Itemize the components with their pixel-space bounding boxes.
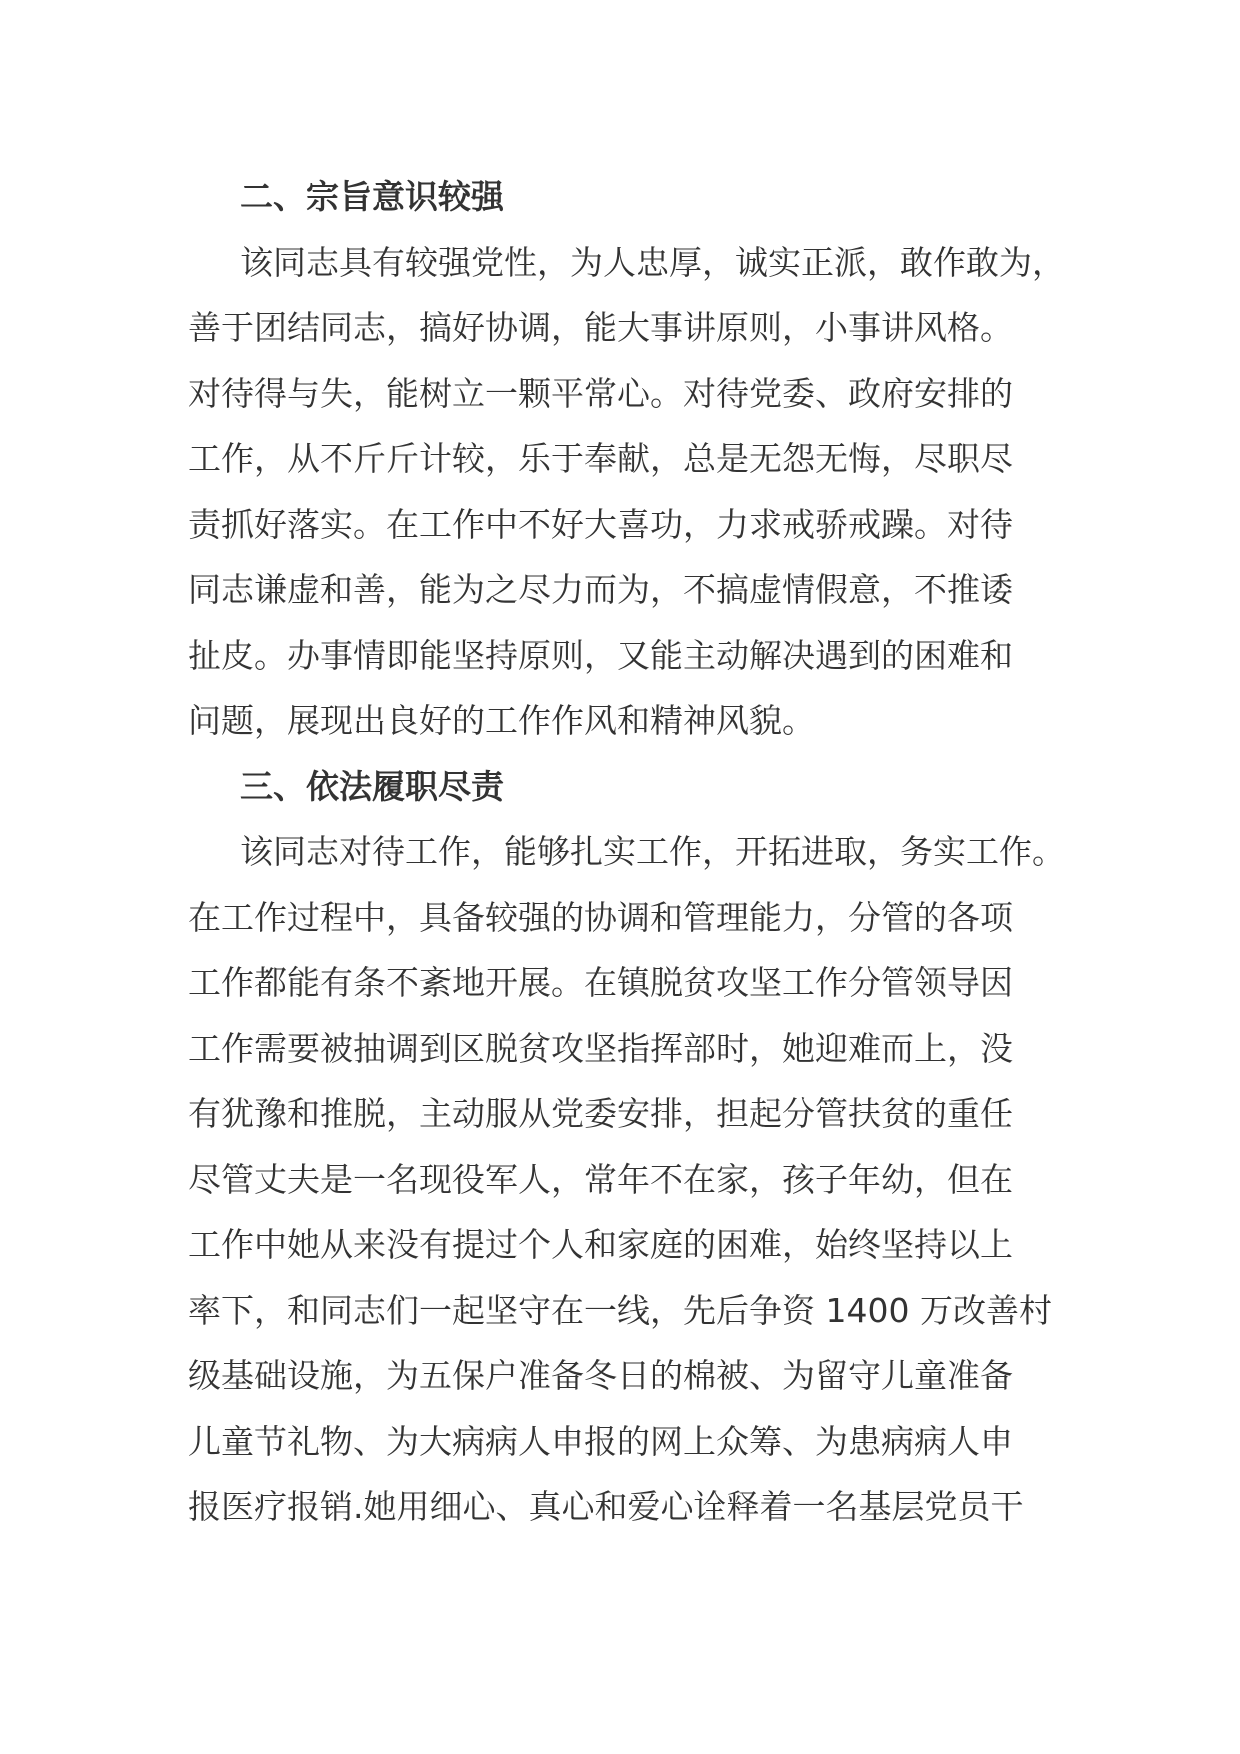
paragraph-line: 儿童节礼物、为大病病人申报的网上众筹、为患病病人申: [188, 1421, 1013, 1461]
paragraph-line: 责抓好落实。在工作中不好大喜功，力求戒骄戒躁。对待: [188, 504, 1013, 544]
paragraph-line: 善于团结同志，搞好协调，能大事讲原则，小事讲风格。: [188, 308, 1013, 347]
paragraph-line: 工作中她从来没有提过个人和家庭的困难，始终坚持以上: [188, 1225, 1013, 1264]
paragraph-line: 问题，展现出良好的工作作风和精神风貌。: [188, 701, 815, 740]
paragraph-line: 率下，和同志们一起坚守在一线，先后争资 1400 万改善村: [188, 1290, 1052, 1330]
paragraph: [188, 230, 1068, 754]
paragraph-line: 该同志对待工作，能够扎实工作，开拓进取，务实工作。: [240, 832, 1065, 871]
paragraph-line: 该同志具有较强党性，为人忠厚，诚实正派，敢作敢为，: [240, 242, 1065, 282]
paragraph-line: 工作需要被抽调到区脱贫攻坚指挥部时，她迎难而上，没: [188, 1028, 1013, 1068]
paragraph-line: 报医疗报销.她用细心、真心和爱心诠释着一名基层党员干: [188, 1487, 1024, 1526]
paragraph-line: 工作，从不斤斤计较，乐于奉献，总是无怨无悔，尽职尽: [188, 439, 1013, 478]
section-heading: 二、宗旨意识较强: [240, 177, 504, 216]
section-duty-performance: [188, 754, 1068, 1540]
paragraph: [188, 819, 1068, 1540]
paragraph-line: 同志谦虚和善，能为之尽力而为，不搞虚情假意，不推诿: [188, 570, 1013, 609]
paragraph-line: 对待得与失，能树立一颗平常心。对待党委、政府安排的: [188, 373, 1013, 413]
paragraph-line: 工作都能有条不紊地开展。在镇脱贫攻坚工作分管领导因: [188, 963, 1013, 1002]
section-purpose-awareness: [188, 164, 1068, 754]
section-heading: 三、依法履职尽责: [240, 766, 504, 806]
paragraph-line: 扯皮。办事情即能坚持原则，又能主动解决遇到的困难和: [188, 635, 1013, 675]
paragraph-line: 有犹豫和推脱，主动服从党委安排，担起分管扶贫的重任: [188, 1094, 1013, 1133]
document-body: [188, 164, 1068, 1540]
paragraph-line: 尽管丈夫是一名现役军人，常年不在家，孩子年幼，但在: [188, 1159, 1013, 1199]
paragraph-line: 在工作过程中，具备较强的协调和管理能力，分管的各项: [188, 897, 1013, 937]
paragraph-line: 级基础设施，为五保户准备冬日的棉被、为留守儿童准备: [188, 1356, 1013, 1395]
